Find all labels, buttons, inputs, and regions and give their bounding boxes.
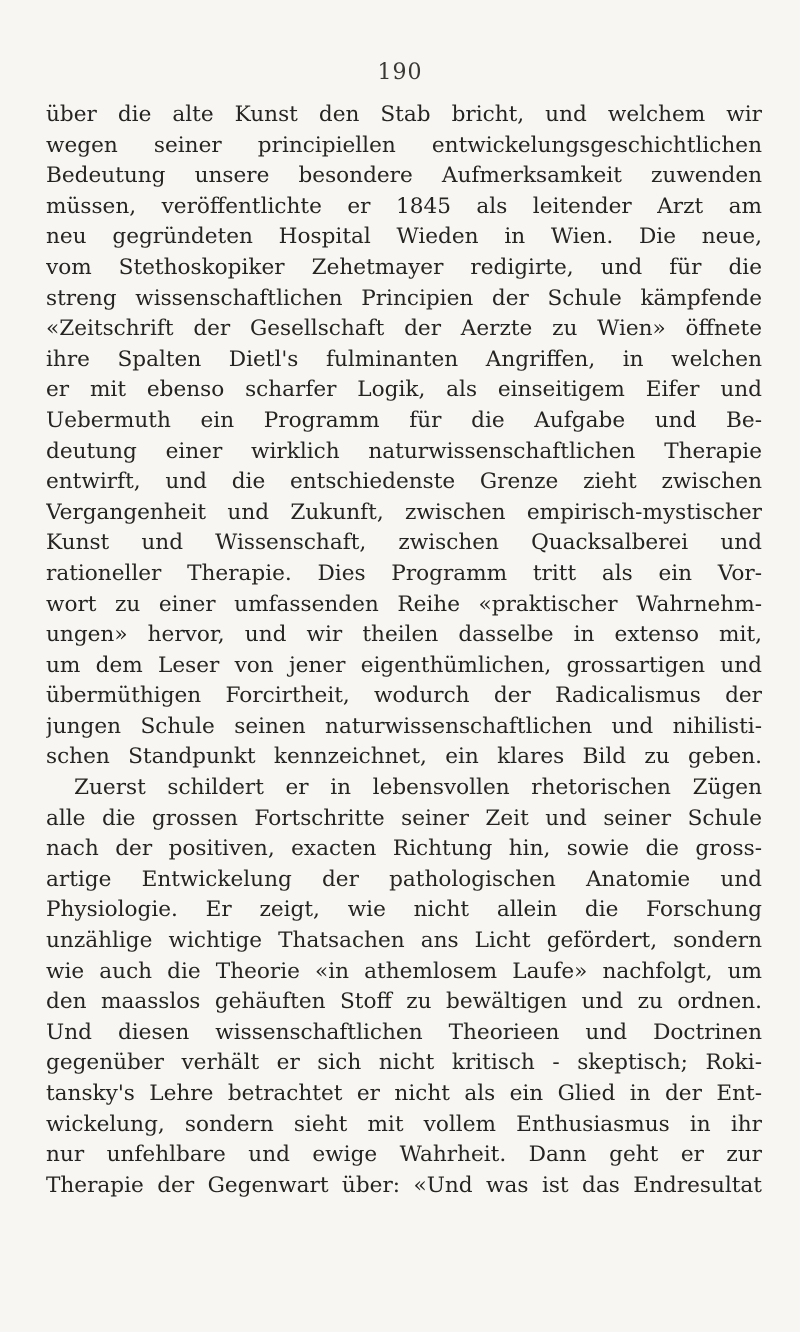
- text-line: über die alte Kunst den Stab bricht, und welchem wir: [46, 102, 762, 127]
- text-line: Vergangenheit und Zukunft, zwischen empirisch-mystischer: [46, 499, 762, 525]
- text-line: Kunst und Wissenschaft, zwischen Quacksalberei und: [46, 530, 762, 556]
- text-line: wort zu einer umfassenden Reihe «praktischer Wahrnehm-: [46, 591, 762, 617]
- text-line: deutung einer wirklich naturwissenschaftlichen Therapie: [46, 438, 762, 464]
- text-line: neu gegründeten Hospital Wieden in Wien. Die neue,: [46, 224, 762, 250]
- text-line: Therapie der Gegenwart über: «Und was ist das Endresultat: [46, 1172, 762, 1198]
- text-line: Und diesen wissenschaftlichen Theorieen und Doctrinen: [46, 1019, 762, 1045]
- text-line: wie auch die Theorie «in athemlosem Laufe» nachfolgt, um: [46, 958, 762, 984]
- page-number: 190: [377, 60, 423, 85]
- text-line: vom Stethoskopiker Zehetmayer redigirte, und für die: [46, 254, 762, 280]
- text-line: Bedeutung unsere besondere Aufmerksamkeit zuwenden: [46, 163, 762, 189]
- text-line: er mit ebenso scharfer Logik, als einseitigem Eifer und: [46, 377, 762, 403]
- text-line: entwirft, und die entschiedenste Grenze zieht zwischen: [46, 469, 762, 495]
- text-line: nur unfehlbare und ewige Wahrheit. Dann geht er zur: [46, 1142, 762, 1168]
- text-line: jungen Schule seinen naturwissenschaftlichen und nihilisti-: [46, 713, 762, 739]
- text-line: ungen» hervor, und wir theilen dasselbe in extenso mit,: [46, 622, 762, 648]
- text-line: Physiologie. Er zeigt, wie nicht allein die Forschung: [46, 897, 762, 923]
- text-line: artige Entwickelung der pathologischen Anatomie und: [46, 866, 762, 892]
- text-line: wickelung, sondern sieht mit vollem Enthusiasmus in ihr: [46, 1111, 762, 1137]
- body-text: [46, 100, 762, 1201]
- text-line: rationeller Therapie. Dies Programm tritt als ein Vor-: [46, 560, 762, 586]
- text-line: tansky's Lehre betrachtet er nicht als ein Glied in der Ent-: [46, 1081, 762, 1106]
- text-line: «Zeitschrift der Gesellschaft der Aerzte zu Wien» öffnete: [46, 316, 762, 342]
- text-line: um dem Leser von jener eigenthümlichen, grossartigen und: [46, 652, 762, 678]
- text-line: gegenüber verhält er sich nicht kritisch - skeptisch; Roki-: [46, 1050, 762, 1076]
- text-line: übermüthigen Forcirtheit, wodurch der Radicalismus der: [46, 683, 762, 709]
- text-line: den maasslos gehäuften Stoff zu bewältigen und zu ordnen.: [46, 989, 762, 1015]
- text-line: schen Standpunkt kennzeichnet, ein klares Bild zu geben.: [46, 744, 762, 770]
- text-line: nach der positiven, exacten Richtung hin, sowie die gross-: [46, 836, 762, 862]
- text-line: wegen seiner principiellen entwickelungsgeschichtlichen: [46, 132, 762, 158]
- text-line: alle die grossen Fortschritte seiner Zeit und seiner Schule: [46, 805, 762, 831]
- text-line: Uebermuth ein Programm für die Aufgabe und Be-: [46, 407, 762, 433]
- text-line: unzählige wichtige Thatsachen ans Licht gefördert, sondern: [46, 928, 762, 954]
- text-line: ihre Spalten Dietl's fulminanten Angriffen, in welchen: [46, 346, 762, 372]
- text-line-paragraph-start: Zuerst schildert er in lebensvollen rhetorischen Zügen: [74, 775, 762, 801]
- text-line: streng wissenschaftlichen Principien der Schule kämpfende: [46, 285, 762, 311]
- text-line: müssen, veröffentlichte er 1845 als leitender Arzt am: [46, 193, 762, 219]
